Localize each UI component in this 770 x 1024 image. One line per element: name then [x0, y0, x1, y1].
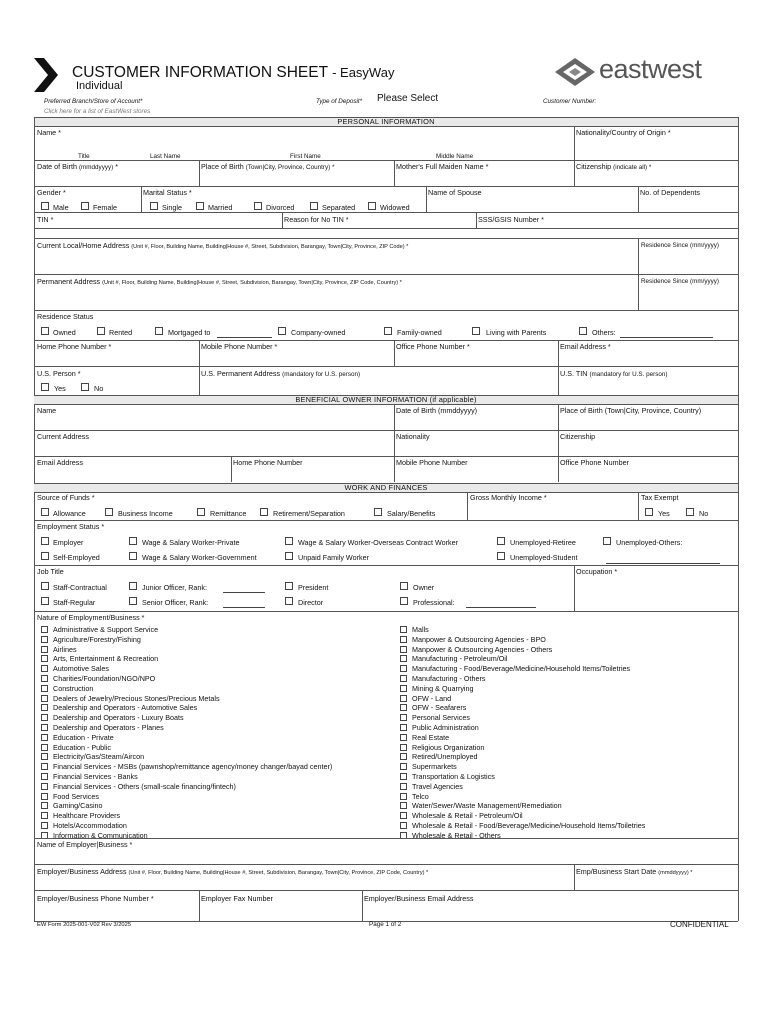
wage-ofw-label: Wage & Salary Worker-Overseas Contract Worker [298, 538, 459, 547]
owned-label: Owned [53, 328, 76, 337]
unemployed-others-label: Unemployed-Others: [616, 538, 683, 547]
tax-exempt-yes-label: Yes [658, 509, 670, 518]
nature-option-label: Travel Agencies [412, 781, 463, 791]
junior-officer-checkbox[interactable] [129, 582, 137, 590]
no-tin-reason-label: Reason for No TIN * [284, 215, 349, 224]
owned-checkbox[interactable] [41, 327, 49, 335]
nature-checkbox[interactable] [41, 675, 48, 682]
nature-option-label: Manufacturing - Others [412, 674, 486, 683]
nature-checkbox[interactable] [400, 744, 407, 751]
company-owned-checkbox[interactable] [278, 327, 286, 335]
remittance-label: Remittance [210, 509, 247, 518]
bo-office-phone-label: Office Phone Number [560, 458, 629, 467]
bo-email-label: Email Address [37, 458, 83, 467]
name-input[interactable] [35, 126, 573, 152]
occupation-label: Occupation * [576, 567, 618, 576]
unemployed-student-checkbox[interactable] [497, 552, 505, 560]
nature-option-label: Dealership and Operators - Luxury Boats [53, 713, 184, 723]
nature-option-label: Charities/Foundation/NGO/NPO [53, 674, 156, 683]
bo-name-label: Name [37, 406, 57, 415]
wage-private-checkbox[interactable] [129, 537, 137, 545]
employer-phone-label: Employer/Business Phone Number * [37, 894, 154, 903]
owner-label: Owner [413, 583, 435, 592]
us-tin-label: U.S. TIN (mandatory for U.S. person) [560, 369, 668, 378]
living-parents-label: Living with Parents [486, 328, 547, 337]
married-checkbox[interactable] [196, 202, 204, 210]
others-residence-checkbox[interactable] [579, 327, 587, 335]
employer-label: Employer [53, 538, 84, 547]
nature-checkbox[interactable] [400, 665, 407, 672]
nature-option-label: Gaming/Casino [53, 801, 103, 811]
start-date-label: Emp/Business Start Date (mmddyyyy) * [576, 867, 693, 876]
current-address-label: Current Local/Home Address (Unit #, Floor, Building Name, Building|House #, Street, Subdivision, Barangay, Town|City, Province, ZIP Code) * [37, 241, 409, 250]
nature-option-label: Retired/Unemployed [412, 752, 478, 762]
us-person-yes-checkbox[interactable] [41, 383, 49, 391]
staff-contractual-checkbox[interactable] [41, 582, 49, 590]
nature-checkbox[interactable] [41, 626, 48, 633]
nature-option-label: Agriculture/Forestry/Fishing [53, 634, 141, 644]
gender-label: Gender * [37, 188, 66, 197]
separated-checkbox[interactable] [310, 202, 318, 210]
nature-checkbox[interactable] [41, 773, 48, 780]
source-funds-label: Source of Funds * [37, 493, 95, 502]
president-label: President [298, 583, 329, 592]
gross-income-label: Gross Monthly Income * [470, 493, 547, 502]
nature-option-label: Administrative & Support Service [53, 625, 159, 634]
nature-checkbox[interactable] [400, 763, 407, 770]
nature-checkbox[interactable] [41, 636, 48, 643]
nature-checkbox[interactable] [41, 753, 48, 760]
mortgaged-checkbox[interactable] [155, 327, 163, 335]
business-income-checkbox[interactable] [105, 508, 113, 516]
bo-dob-label: Date of Birth (mmddyyyy) [396, 406, 478, 415]
nature-option-label: Water/Sewer/Waste Management/Remediation [412, 801, 562, 811]
employer-checkbox[interactable] [41, 537, 49, 545]
junior-officer-label: Junior Officer, Rank: [142, 583, 207, 592]
family-owned-checkbox[interactable] [384, 327, 392, 335]
title-sublabel: Title [78, 153, 90, 160]
nature-option-label: Manpower & Outsourcing Agencies - Others [412, 644, 553, 654]
owner-checkbox[interactable] [400, 582, 408, 590]
single-label: Single [162, 203, 182, 212]
nature-checkbox[interactable] [400, 655, 407, 662]
professional-checkbox[interactable] [400, 597, 408, 605]
single-checkbox[interactable] [150, 202, 158, 210]
middle-name-sublabel: Middle Name [436, 153, 474, 160]
nature-checkbox[interactable] [41, 704, 48, 711]
female-label: Female [93, 203, 117, 212]
home-phone-label: Home Phone Number * [37, 342, 112, 351]
nature-option-label: Education - Public [53, 742, 111, 752]
director-checkbox[interactable] [285, 597, 293, 605]
chevron-logo-icon [32, 56, 60, 94]
last-name-sublabel: Last Name [150, 153, 181, 160]
self-employed-checkbox[interactable] [41, 552, 49, 560]
family-owned-label: Family-owned [397, 328, 442, 337]
male-checkbox[interactable] [41, 202, 49, 210]
nature-option-label: Real Estate [412, 732, 450, 742]
unemployed-others-checkbox[interactable] [603, 537, 611, 545]
female-checkbox[interactable] [81, 202, 89, 210]
nature-option-label: Mining & Quarrying [412, 683, 474, 693]
mobile-phone-label: Mobile Phone Number * [201, 342, 278, 351]
mortgaged-label: Mortgaged to [168, 328, 211, 337]
bo-nationality-label: Nationality [396, 432, 430, 441]
nature-checkbox[interactable] [41, 812, 48, 819]
job-title-label: Job Title [37, 567, 64, 576]
nature-checkbox[interactable] [400, 646, 407, 653]
nature-checkbox[interactable] [41, 763, 48, 770]
nature-checkbox[interactable] [400, 704, 407, 711]
nature-label: Nature of Employment/Business * [37, 613, 145, 622]
first-name-sublabel: First Name [290, 153, 321, 160]
residence-since-2-label: Residence Since (mm/yyyy) [641, 278, 720, 285]
nature-checkbox[interactable] [41, 724, 48, 731]
nature-checkbox[interactable] [400, 793, 407, 800]
president-checkbox[interactable] [285, 582, 293, 590]
self-employed-label: Self-Employed [53, 553, 100, 562]
unemployed-retiree-checkbox[interactable] [497, 537, 505, 545]
widowed-label: Widowed [380, 203, 410, 212]
dependents-label: No. of Dependents [640, 188, 700, 197]
nature-option-label: Religious Organization [412, 742, 485, 752]
wage-gov-label: Wage & Salary Worker-Government [142, 553, 257, 562]
nature-checkbox[interactable] [41, 685, 48, 692]
nature-option-label: OFW - Land [412, 693, 452, 703]
us-address-label: U.S. Permanent Address (mandatory for U.S. person) [201, 369, 361, 378]
bo-pob-label: Place of Birth (Town|City, Province, Country) [560, 406, 702, 415]
nature-option-label: Dealership and Operators - Automotive Sales [53, 703, 198, 713]
employer-name-label: Name of Employer|Business * [37, 840, 133, 849]
us-person-no-checkbox[interactable] [81, 383, 89, 391]
rented-label: Rented [109, 328, 133, 337]
nature-checkbox[interactable] [400, 802, 407, 809]
nature-option-label: Wholesale & Retail - Others [412, 830, 501, 840]
beneficial-section-header: BENEFICIAL OWNER INFORMATION (if applicable) [34, 395, 738, 405]
nature-checkbox[interactable] [400, 783, 407, 790]
eastwest-logo-icon [553, 56, 597, 88]
us-person-yes-label: Yes [54, 384, 66, 393]
unemployed-student-label: Unemployed-Student [510, 553, 578, 562]
nature-option-label: Personal Services [412, 713, 470, 723]
director-label: Director [298, 598, 324, 607]
nature-option-label: Wholesale & Retail - Food/Beverage/Medicine/Household Items/Toiletries [412, 821, 646, 830]
nature-checkbox[interactable] [400, 675, 407, 682]
nature-option-label: Healthcare Providers [53, 811, 121, 821]
nature-checkbox[interactable] [41, 783, 48, 790]
nature-option-label: Financial Services - MSBs (pawnshop/remittance agency/money changer/bayad center) [53, 762, 333, 772]
nature-option-label: Telco [412, 791, 429, 801]
professional-label: Professional: [413, 598, 455, 607]
nature-option-label: Dealers of Jewelry/Precious Stones/Precious Metals [53, 693, 220, 703]
nature-option-label: Public Administration [412, 723, 479, 732]
nature-option-label: Construction [53, 683, 94, 693]
nature-checkbox[interactable] [41, 822, 48, 829]
nature-checkbox[interactable] [41, 646, 48, 653]
widowed-checkbox[interactable] [368, 202, 376, 210]
tin-label: TIN * [37, 215, 54, 224]
work-section-header: WORK AND FINANCES [34, 483, 738, 493]
store-list-link[interactable]: Click here for a list of EastWest stores [44, 108, 151, 115]
employer-fax-label: Employer Fax Number [201, 894, 273, 903]
nature-option-label: Manpower & Outsourcing Agencies - BPO [412, 634, 546, 644]
nature-checkbox[interactable] [400, 695, 407, 702]
form-subtitle: Individual [76, 80, 123, 92]
unpaid-family-label: Unpaid Family Worker [298, 553, 369, 562]
salary-checkbox[interactable] [374, 508, 382, 516]
residence-status-label: Residence Status [37, 312, 94, 321]
living-parents-checkbox[interactable] [472, 327, 480, 335]
nature-option-label: Airlines [53, 644, 77, 654]
bo-address-label: Current Address [37, 432, 89, 441]
confidential-label: CONFIDENTIAL [670, 920, 729, 929]
nature-option-label: Financial Services - Others (small-scale financing/fintech) [53, 781, 236, 791]
bo-mobile-phone-label: Mobile Phone Number [396, 458, 468, 467]
nature-option-label: Dealership and Operators - Planes [53, 723, 164, 732]
senior-officer-checkbox[interactable] [129, 597, 137, 605]
tax-exempt-no-checkbox[interactable] [686, 508, 694, 516]
marital-status-label: Marital Status * [143, 188, 192, 197]
deposit-type-label: Type of Deposit* [316, 98, 363, 105]
preferred-branch-label: Preferred Branch/Store of Account* [44, 98, 143, 105]
citizenship-label: Citizenship (indicate all) * [576, 162, 652, 171]
permanent-address-label: Permanent Address (Unit #, Floor, Building Name, Building|House #, Street, Subdivision, Barangay, Town|City, Province, ZIP Code, Country) * [37, 277, 402, 286]
nature-checkbox[interactable] [400, 685, 407, 692]
remittance-checkbox[interactable] [197, 508, 205, 516]
residence-since-label: Residence Since (mm/yyyy) [641, 242, 720, 249]
form-number: EW Form 2025-001-V02 Rev 3/2025 [37, 922, 132, 928]
nature-option-label: Hotels/Accommodation [53, 821, 127, 830]
tax-exempt-label: Tax Exempt [641, 493, 679, 502]
divorced-checkbox[interactable] [254, 202, 262, 210]
others-residence-label: Others: [592, 328, 616, 337]
business-income-label: Business Income [118, 509, 173, 518]
nature-option-label: Transportation & Logistics [412, 772, 495, 781]
nature-option-label: Manufacturing - Food/Beverage/Medicine/Household Items/Toiletries [412, 664, 631, 674]
employer-address-label: Employer/Business Address (Unit #, Floor, Building Name, Building|House #, Street, Subdivision, Barangay, Town|City, Province, ZIP Code, Country) * [37, 867, 429, 876]
nature-option-label: Wholesale & Retail - Petroleum/Oil [412, 811, 523, 821]
brand-name: eastwest [599, 54, 702, 84]
employment-status-label: Employment Status * [37, 522, 105, 531]
page-number: Page 1 of 2 [369, 921, 402, 928]
nature-option-label: OFW - Seafarers [412, 703, 467, 713]
bo-citizenship-label: Citizenship [560, 432, 596, 441]
nature-checkbox[interactable] [400, 636, 407, 643]
allowance-label: Allowance [53, 509, 86, 518]
nature-checkbox[interactable] [41, 665, 48, 672]
nature-checkbox[interactable] [400, 626, 407, 633]
nature-checkbox[interactable] [41, 734, 48, 741]
deposit-type-select[interactable]: Please Select [377, 93, 439, 104]
nature-checkbox[interactable] [400, 812, 407, 819]
nature-checkbox[interactable] [41, 802, 48, 809]
nature-option-label: Food Services [53, 791, 99, 801]
nature-option-label: Manufacturing - Petroleum/Oil [412, 654, 508, 664]
nature-checkbox[interactable] [400, 822, 407, 829]
allowance-checkbox[interactable] [41, 508, 49, 516]
employer-email-label: Employer/Business Email Address [364, 894, 474, 903]
nature-option-label: Supermarkets [412, 762, 457, 772]
male-label: Male [53, 203, 69, 212]
nature-checkbox[interactable] [400, 714, 407, 721]
nature-option-label: Information & Communication [53, 830, 148, 840]
sss-label: SSS/GSIS Number * [478, 215, 544, 224]
nature-checkbox[interactable] [41, 695, 48, 702]
us-person-no-label: No [94, 384, 104, 393]
nationality-label: Nationality/Country of Origin * [576, 128, 671, 137]
nature-option-label: Malls [412, 625, 429, 634]
nature-checkbox[interactable] [41, 714, 48, 721]
place-of-birth-label: Place of Birth (Town|City, Province, Country) * [201, 162, 335, 171]
us-person-label: U.S. Person * [37, 369, 81, 378]
nature-checkbox[interactable] [41, 744, 48, 751]
nature-checkbox[interactable] [41, 793, 48, 800]
senior-officer-label: Senior Officer, Rank: [142, 598, 209, 607]
form-title: CUSTOMER INFORMATION SHEET - EasyWay [72, 64, 395, 81]
wage-gov-checkbox[interactable] [129, 552, 137, 560]
separated-label: Separated [322, 203, 356, 212]
bo-home-phone-label: Home Phone Number [233, 458, 303, 467]
rented-checkbox[interactable] [97, 327, 105, 335]
tax-exempt-no-label: No [699, 509, 709, 518]
nature-checkbox[interactable] [400, 734, 407, 741]
nature-option-label: Automotive Sales [53, 664, 109, 674]
retirement-label: Retirement/Separation [273, 509, 345, 518]
name-label: Name * [37, 128, 61, 137]
nature-checkbox[interactable] [400, 753, 407, 760]
nature-checkbox[interactable] [41, 655, 48, 662]
nature-checkbox[interactable] [400, 724, 407, 731]
tax-exempt-yes-checkbox[interactable] [645, 508, 653, 516]
nature-option-label: Electricity/Gas/Steam/Aircon [53, 752, 145, 762]
spouse-label: Name of Spouse [428, 188, 482, 197]
company-owned-label: Company-owned [291, 328, 346, 337]
personal-section-header: PERSONAL INFORMATION [34, 117, 738, 127]
nature-checkbox[interactable] [400, 773, 407, 780]
salary-label: Salary/Benefits [387, 509, 436, 518]
wage-private-label: Wage & Salary Worker-Private [142, 538, 240, 547]
retirement-checkbox[interactable] [260, 508, 268, 516]
divorced-label: Divorced [266, 203, 295, 212]
unpaid-family-checkbox[interactable] [285, 552, 293, 560]
nature-option-label: Education - Private [53, 732, 114, 742]
customer-number-label: Customer Number: [543, 98, 597, 105]
office-phone-label: Office Phone Number * [396, 342, 470, 351]
married-label: Married [208, 203, 233, 212]
staff-contractual-label: Staff-Contractual [53, 583, 107, 592]
staff-regular-checkbox[interactable] [41, 597, 49, 605]
staff-regular-label: Staff-Regular [53, 598, 96, 607]
wage-ofw-checkbox[interactable] [285, 537, 293, 545]
dob-label: Date of Birth (mmddyyyy) * [37, 162, 119, 171]
email-label: Email Address * [560, 342, 611, 351]
unemployed-retiree-label: Unemployed-Retiree [510, 538, 576, 547]
nature-option-label: Arts, Entertainment & Recreation [53, 654, 159, 664]
nature-option-label: Financial Services - Banks [53, 772, 138, 781]
mothers-name-label: Mother's Full Maiden Name * [396, 162, 489, 171]
